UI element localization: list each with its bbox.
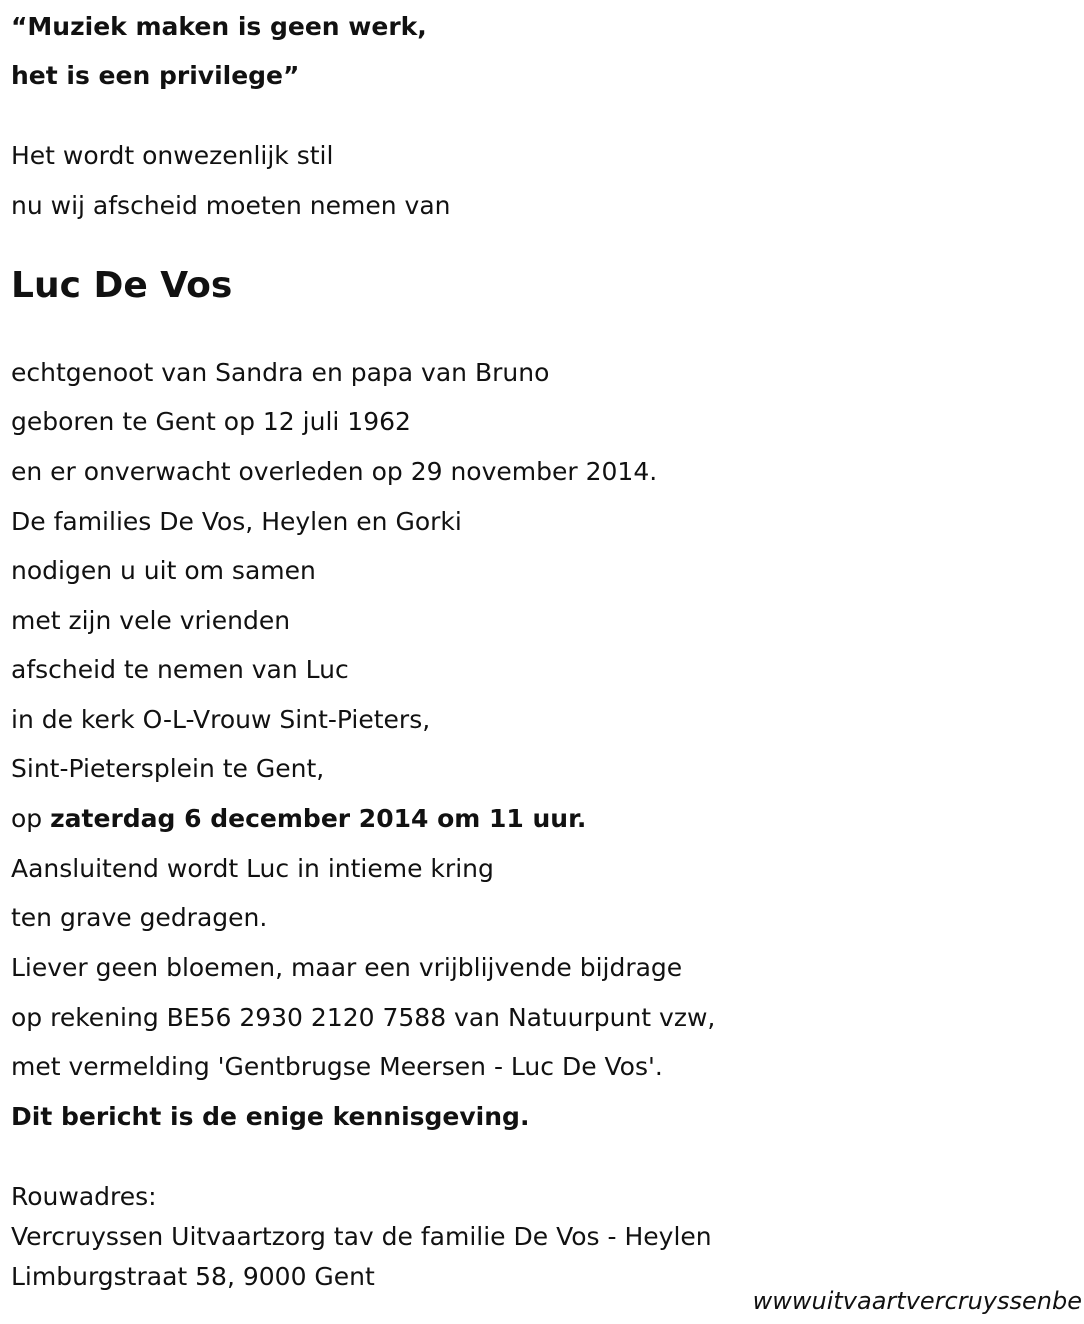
quote-line-1: “Muziek maken is geen werk,	[11, 12, 427, 41]
body-line-spouse: echtgenoot van Sandra en papa van Bruno	[11, 358, 550, 387]
date-prefix: op	[11, 804, 51, 833]
address-line-1: Vercruyssen Uitvaartzorg tav de familie De Vos - Heylen	[11, 1222, 712, 1251]
ceremony-date: zaterdag 6 december 2014 om 11 uur.	[50, 804, 587, 833]
body-line-families: De families De Vos, Heylen en Gorki	[11, 507, 462, 536]
website-url: wwwuitvaartvercruyssenbe	[752, 1287, 1082, 1315]
body-line-date	[11, 804, 586, 834]
body-line-mention: met vermelding 'Gentbrugse Meersen - Luc De Vos'.	[11, 1052, 663, 1081]
address-line-2: Limburgstraat 58, 9000 Gent	[11, 1262, 375, 1291]
body-line-friends: met zijn vele vrienden	[11, 606, 291, 635]
quote-line-2: het is een privilege”	[11, 61, 300, 90]
body-line-flowers: Liever geen bloemen, maar een vrijblijvende bijdrage	[11, 953, 683, 982]
body-line-square: Sint-Pietersplein te Gent,	[11, 754, 325, 783]
body-line-burial-1: Aansluitend wordt Luc in intieme kring	[11, 854, 494, 883]
body-line-died: en er onverwacht overleden op 29 november 2014.	[11, 457, 658, 486]
body-line-burial-2: ten grave gedragen.	[11, 903, 268, 932]
body-line-account: op rekening BE56 2930 2120 7588 van Natuurpunt vzw,	[11, 1003, 716, 1032]
deceased-name: Luc De Vos	[11, 265, 233, 306]
intro-line-1: Het wordt onwezenlijk stil	[11, 141, 334, 170]
body-line-farewell: afscheid te nemen van Luc	[11, 655, 349, 684]
intro-line-2: nu wij afscheid moeten nemen van	[11, 191, 451, 220]
body-line-invite: nodigen u uit om samen	[11, 556, 316, 585]
body-line-church: in de kerk O-L-Vrouw Sint-Pieters,	[11, 705, 431, 734]
address-label: Rouwadres:	[11, 1182, 157, 1211]
body-line-notice: Dit bericht is de enige kennisgeving.	[11, 1102, 530, 1131]
body-line-born: geboren te Gent op 12 juli 1962	[11, 407, 411, 436]
